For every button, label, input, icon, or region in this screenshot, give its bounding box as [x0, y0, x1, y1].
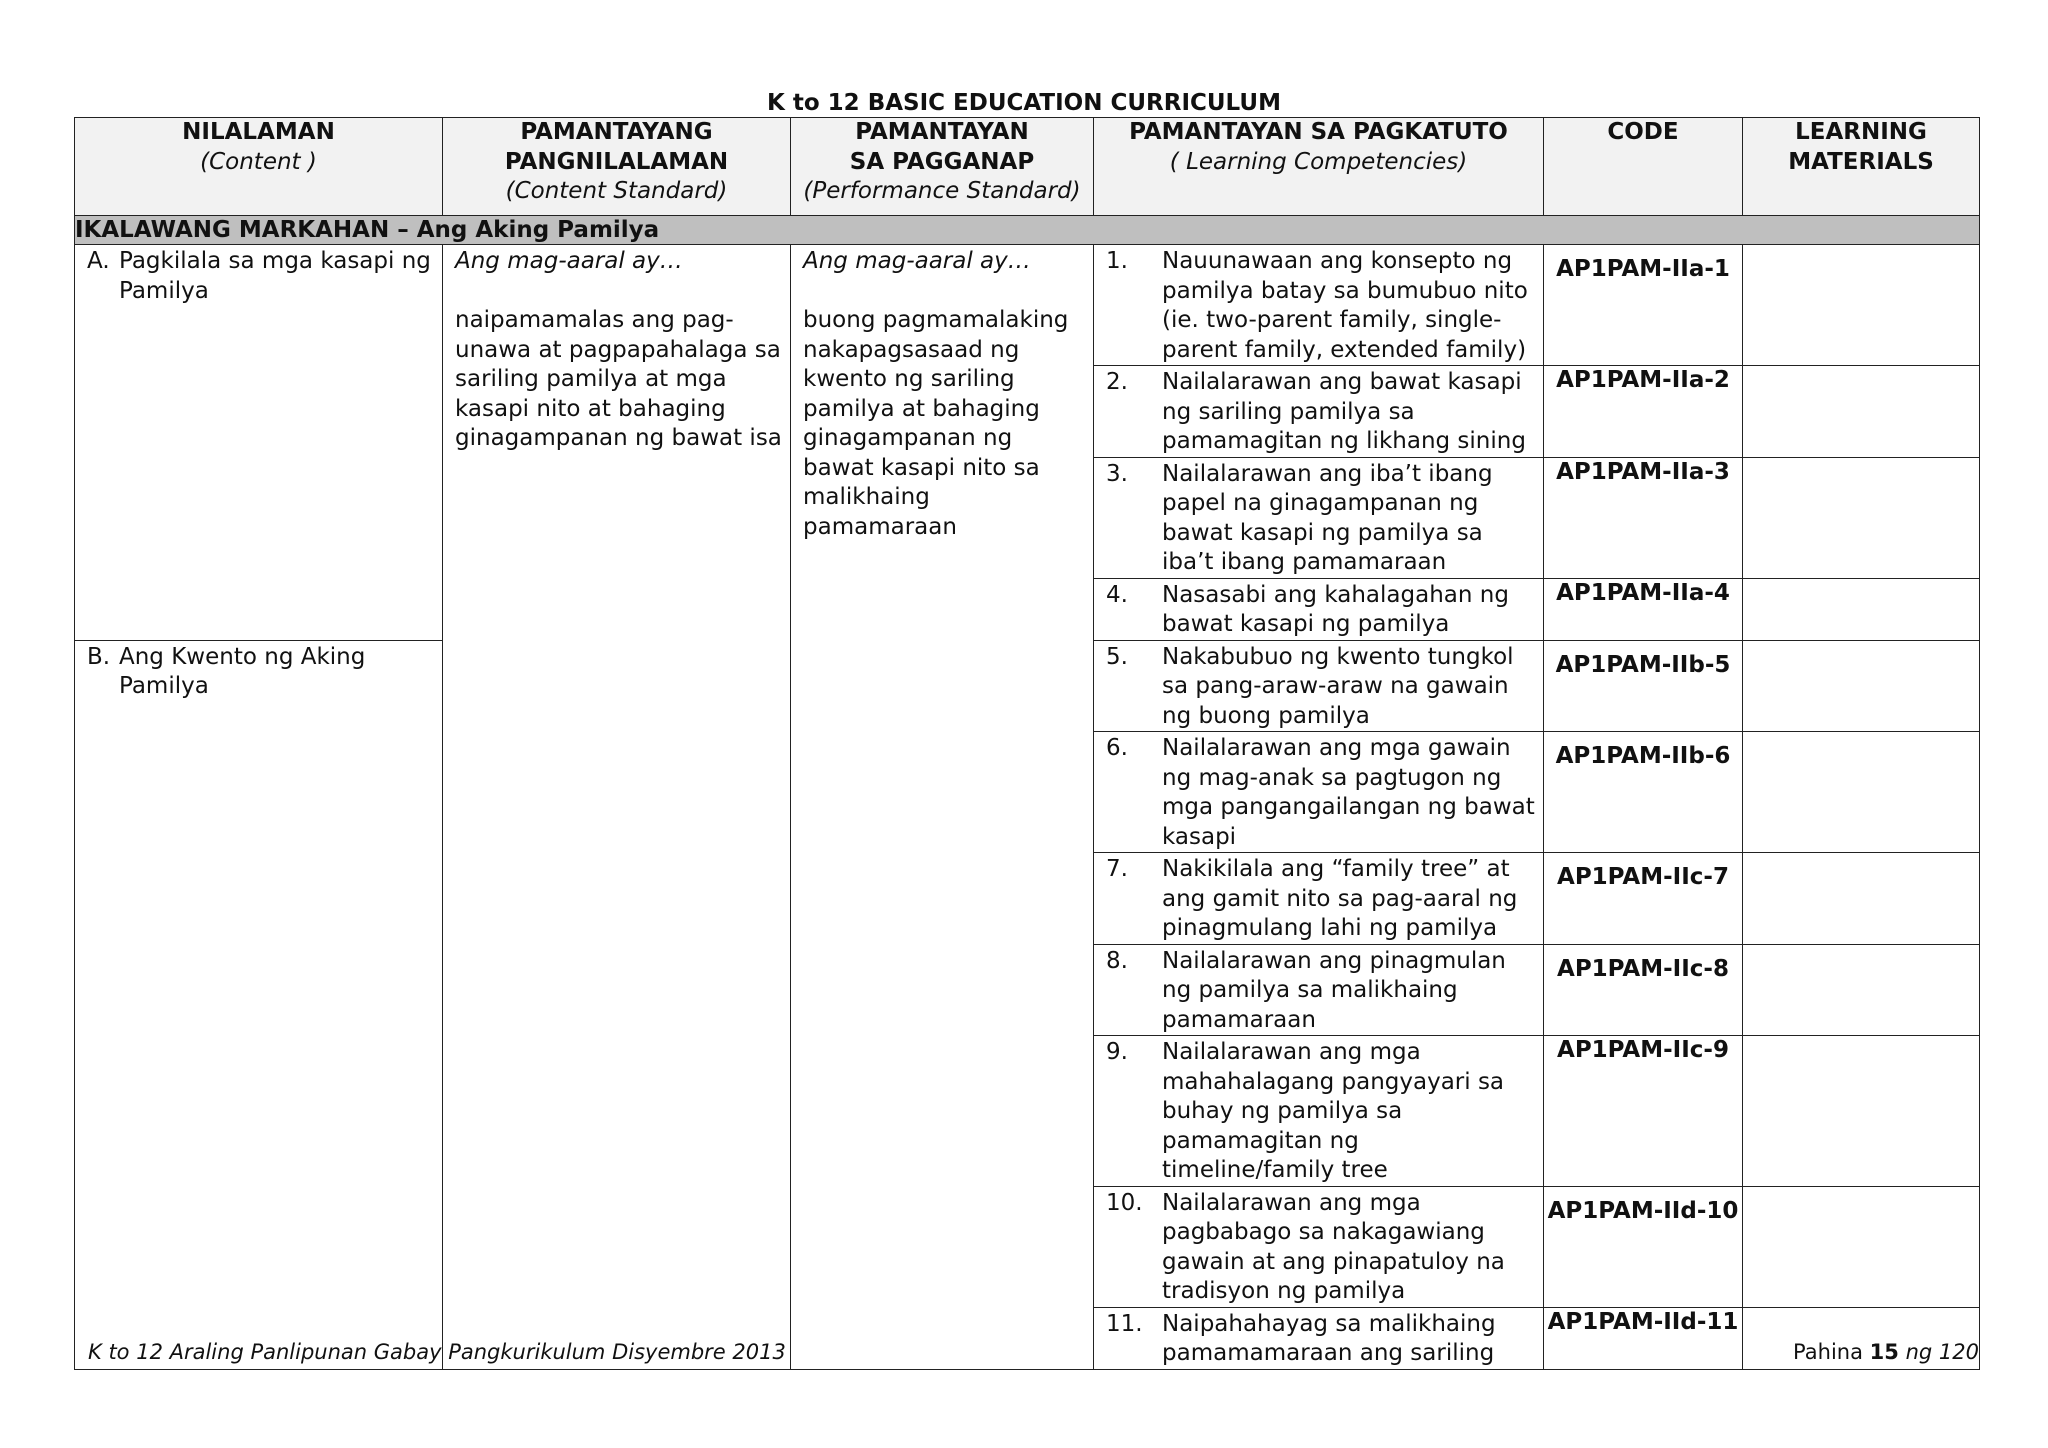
learning-materials-cell: [1743, 578, 1980, 640]
competency-code: AP1PAM-IIa-3: [1544, 457, 1743, 578]
header-learning-competencies-sub: ( Learning Competencies): [1169, 148, 1468, 175]
header-code-label: CODE: [1607, 119, 1679, 145]
competency-code: AP1PAM-IIa-2: [1544, 366, 1743, 458]
content-item-text: Ang Kwento ng Aking Pamilya: [119, 643, 366, 699]
performance-standard-text: buong pagmamalaking nakapagsasaad ng kwento ng sariling pamilya at bahaging ginagampanan ng bawat kasapi nito sa malikhaing pamamaraan: [803, 307, 1069, 540]
learning-materials-cell: [1743, 366, 1980, 458]
header-content-standard-sub: (Content Standard): [505, 178, 728, 204]
header-performance-standard-label: PAMANTAYAN SA PAGGANAP: [849, 119, 1035, 175]
header-code: [1544, 118, 1743, 216]
competency-number: 3.: [1106, 460, 1128, 487]
footer-page-of: ng: [1905, 1340, 1933, 1364]
competency-number: 11.: [1106, 1310, 1143, 1337]
learning-materials-cell: [1743, 853, 1980, 945]
competency-cell: [1094, 578, 1544, 640]
quarter-row: [75, 216, 1980, 245]
competency-cell: [1094, 245, 1544, 366]
performance-standard-cell: [791, 245, 1094, 1370]
header-learning-competencies-label: PAMANTAYAN SA PAGKATUTO: [1129, 119, 1508, 145]
competency-text: Nakabubuo ng kwento tungkol sa pang-araw-araw na gawain ng buong pamilya: [1162, 643, 1514, 729]
competency-text: Nailalarawan ang iba’t ibang papel na ginagampanan ng bawat kasapi ng pamilya sa iba’t ibang pamamaraan: [1162, 460, 1493, 575]
learning-materials-cell: [1743, 944, 1980, 1036]
competency-text: Nailalarawan ang bawat kasapi ng sariling pamilya sa pamamagitan ng likhang sining: [1162, 369, 1526, 454]
competency-cell: [1094, 1186, 1544, 1307]
content-standard-cell: [443, 245, 791, 1370]
competency-text: Nauunawaan ang konsepto ng pamilya batay sa bumubuo nito (ie. two-parent family, single-parent family, extended family): [1162, 248, 1528, 363]
competency-number: 1.: [1106, 248, 1128, 274]
competency-number: 2.: [1106, 369, 1128, 395]
header-content-standard-label: PAMANTAYANG PANGNILALAMAN: [504, 119, 729, 175]
content-cell-b: [75, 640, 443, 1369]
competency-number: 5.: [1106, 643, 1128, 670]
competency-cell: [1094, 732, 1544, 853]
learning-materials-cell: [1743, 245, 1980, 366]
competency-code: AP1PAM-IId-10: [1544, 1186, 1743, 1307]
content-cell-a: [75, 245, 443, 641]
learning-materials-cell: [1743, 640, 1980, 732]
competency-text: Nailalarawan ang mga gawain ng mag-anak sa pagtugon ng mga pangangailangan ng bawat kasapi: [1162, 735, 1535, 850]
competency-text: Nailalarawan ang mga mahahalagang pangyayari sa buhay ng pamilya sa pamamagitan ng timeline/family tree: [1162, 1039, 1505, 1183]
footer-page-label: Pahina: [1793, 1340, 1863, 1364]
competency-text: Nailalarawan ang mga pagbabago sa nakagawiang gawain at ang pinapatuloy na tradisyon ng pamilya: [1162, 1189, 1505, 1304]
header-content-sub: (Content ): [200, 148, 317, 175]
competency-text: Nasasabi ang kahalagahan ng bawat kasapi ng pamilya: [1162, 581, 1509, 637]
competency-cell: [1094, 1307, 1544, 1369]
header-learning-materials: [1743, 118, 1980, 216]
header-learning-materials-label: LEARNING MATERIALS: [1788, 119, 1934, 175]
quarter-title: IKALAWANG MARKAHAN – Ang Aking Pamilya: [75, 216, 1980, 245]
competency-number: 8.: [1106, 947, 1128, 974]
competency-cell: [1094, 1036, 1544, 1187]
competency-code: AP1PAM-IIc-7: [1544, 853, 1743, 945]
curriculum-table: [74, 117, 1980, 1370]
competency-number: 10.: [1106, 1189, 1143, 1216]
header-row: [75, 118, 1980, 216]
footer-page-total: 120: [1938, 1340, 1979, 1364]
competency-text: Nakikilala ang “family tree” at ang gamit nito sa pag-aaral ng pinagmulang lahi ng pamilya: [1162, 856, 1518, 941]
competency-code: AP1PAM-IIb-6: [1544, 732, 1743, 853]
content-standard-text: naipamamalas ang pag-unawa at pagpapahalaga sa sariling pamilya at mga kasapi nito at bahaging ginagampanan ng bawat isa: [455, 307, 782, 451]
competency-cell: [1094, 944, 1544, 1036]
header-content: [75, 118, 443, 216]
header-performance-standard: [791, 118, 1094, 216]
learning-materials-cell: [1743, 457, 1980, 578]
footer-page-number: 15: [1869, 1340, 1899, 1364]
competency-cell: [1094, 853, 1544, 945]
competency-code: AP1PAM-IIb-5: [1544, 640, 1743, 732]
competency-code: AP1PAM-IIc-8: [1544, 944, 1743, 1036]
competency-number: 6.: [1106, 735, 1128, 761]
learning-materials-cell: [1743, 1186, 1980, 1307]
content-item-marker: B.: [87, 643, 111, 670]
competency-text: Naipahahayag sa malikhaing pamamamaraan ang sariling: [1162, 1310, 1496, 1366]
table-row: [75, 245, 1980, 366]
competency-number: 9.: [1106, 1039, 1128, 1065]
header-content-label: NILALAMAN: [182, 119, 335, 145]
header-learning-competencies: [1094, 118, 1544, 216]
content-item-marker: A.: [87, 248, 110, 274]
learning-materials-cell: [1743, 732, 1980, 853]
content-item-text: Pagkilala sa mga kasapi ng Pamilya: [119, 248, 431, 304]
header-performance-standard-sub: (Performance Standard): [803, 178, 1081, 204]
competency-code: AP1PAM-IIc-9: [1544, 1036, 1743, 1187]
competency-text: Nailalarawan ang pinagmulan ng pamilya sa malikhaing pamamaraan: [1162, 947, 1506, 1033]
document-title: K to 12 BASIC EDUCATION CURRICULUM: [767, 90, 1281, 116]
footer-page-info: [1793, 1340, 1979, 1364]
header-content-standard: [443, 118, 791, 216]
content-item-a: [75, 245, 442, 306]
competency-code: AP1PAM-IId-11: [1544, 1307, 1743, 1369]
competency-number: 7.: [1106, 856, 1128, 882]
competency-code: AP1PAM-IIa-4: [1544, 578, 1743, 640]
performance-standard-lead: Ang mag-aaral ay…: [803, 248, 1031, 274]
content-item-b: [75, 641, 442, 702]
competency-cell: [1094, 366, 1544, 458]
competency-cell: [1094, 640, 1544, 732]
content-standard-lead: Ang mag-aaral ay…: [455, 248, 683, 274]
competency-cell: [1094, 457, 1544, 578]
competency-number: 4.: [1106, 581, 1128, 608]
learning-materials-cell: [1743, 1036, 1980, 1187]
footer-document-name: K to 12 Araling Panlipunan Gabay Pangkurikulum Disyembre 2013: [88, 1340, 786, 1364]
competency-code: AP1PAM-IIa-1: [1544, 245, 1743, 366]
